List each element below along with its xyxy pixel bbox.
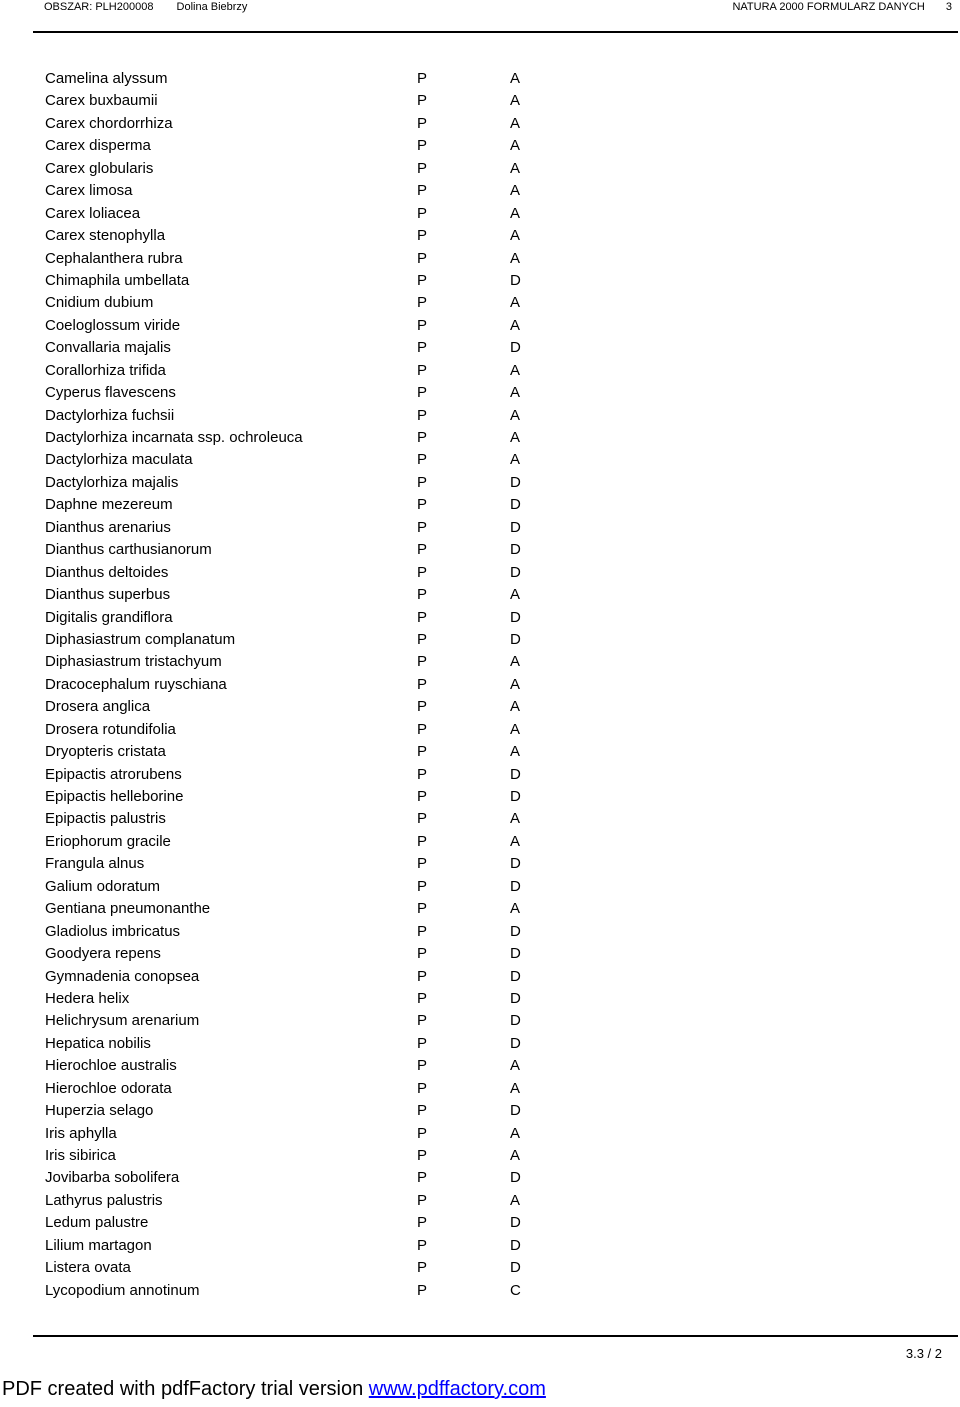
species-row [0, 764, 960, 786]
species-code: D [510, 608, 521, 626]
species-name: Dianthus carthusianorum [45, 541, 212, 559]
species-name: Dactylorhiza fuchsii [45, 406, 175, 424]
species-group: P [417, 159, 428, 177]
species-row [0, 1167, 960, 1189]
species-group: P [417, 1236, 428, 1254]
species-row [0, 337, 960, 359]
species-row [0, 898, 960, 920]
species-row [0, 180, 960, 202]
species-group: P [417, 1169, 428, 1187]
species-row [0, 988, 960, 1010]
species-name: Lilium martagon [45, 1236, 152, 1254]
species-group: P [417, 922, 428, 940]
section-page-number: 3.3 / 2 [905, 1346, 942, 1361]
species-code: D [510, 1214, 521, 1232]
species-name: Carex limosa [45, 182, 133, 200]
species-row [0, 315, 960, 337]
species-name: Gentiana pneumonanthe [45, 900, 211, 918]
species-name: Helichrysum arenarium [45, 1012, 200, 1030]
species-code: D [510, 1259, 521, 1277]
species-name: Dianthus arenarius [45, 518, 171, 536]
species-row [0, 719, 960, 741]
species-code: D [510, 563, 521, 581]
species-code: C [510, 1281, 521, 1299]
species-code: A [510, 316, 521, 334]
species-row [0, 517, 960, 539]
species-code: D [510, 788, 521, 805]
species-name: Jovibarba sobolifera [45, 1169, 180, 1187]
pdf-footer [2, 1378, 546, 1401]
species-group: P [417, 114, 428, 132]
species-name: Carex chordorrhiza [45, 114, 173, 132]
species-row [0, 405, 960, 427]
species-name: Cnidium dubium [45, 294, 154, 312]
species-name: Gymnadenia conopsea [45, 967, 200, 985]
species-row [0, 1055, 960, 1077]
pdffactory-link[interactable]: www.pdffactory.com [368, 1378, 546, 1400]
species-code: D [510, 945, 521, 963]
species-code: D [510, 1034, 521, 1052]
species-row [0, 562, 960, 584]
species-name: Epipactis helleborine [45, 788, 184, 805]
pdf-notice: PDF created with pdfFactory trial version [2, 1378, 369, 1400]
species-code: D [510, 1236, 521, 1254]
species-name: Dactylorhiza incarnata ssp. ochroleuca [45, 429, 303, 446]
species-row [0, 1123, 960, 1145]
species-code: D [510, 989, 521, 1007]
species-code: A [510, 810, 521, 828]
species-row [0, 966, 960, 988]
species-code: A [510, 361, 521, 379]
species-code: A [510, 1057, 521, 1075]
species-group: P [417, 1034, 428, 1052]
header-left [44, 0, 267, 14]
species-group: P [417, 765, 428, 783]
species-group: P [417, 541, 428, 559]
species-code: D [510, 496, 521, 514]
species-code: D [510, 1012, 521, 1030]
species-row [0, 494, 960, 516]
species-name: Carex stenophylla [45, 227, 166, 245]
species-row [0, 629, 960, 651]
species-row [0, 1078, 960, 1100]
species-group: P [417, 1191, 428, 1209]
top-divider [33, 31, 958, 33]
species-row [0, 651, 960, 673]
species-group: P [417, 406, 428, 424]
species-row [0, 808, 960, 830]
species-name: Frangula alnus [45, 855, 145, 873]
species-name: Diphasiastrum tristachyum [45, 653, 222, 671]
species-name: Gladiolus imbricatus [45, 922, 181, 940]
species-group: P [417, 563, 428, 581]
species-name: Epipactis palustris [45, 810, 166, 828]
species-code: A [510, 586, 521, 604]
species-code: A [510, 653, 521, 671]
species-row [0, 449, 960, 471]
species-code: A [510, 1147, 521, 1164]
species-name: Daphne mezereum [45, 496, 173, 514]
species-code: A [510, 832, 521, 850]
form-title: NATURA 2000 FORMULARZ DANYCH [732, 1, 925, 13]
species-group: P [417, 227, 428, 245]
species-code: D [510, 518, 521, 536]
species-group: P [417, 877, 428, 895]
species-group: P [417, 698, 428, 716]
species-name: Hedera helix [45, 989, 130, 1007]
species-row [0, 786, 960, 808]
species-group: P [417, 945, 428, 963]
species-name: Carex globularis [45, 159, 154, 177]
species-group: P [417, 1281, 428, 1299]
species-name: Lathyrus palustris [45, 1191, 163, 1209]
species-code: A [510, 294, 521, 312]
species-row [0, 1280, 960, 1302]
species-row [0, 113, 960, 135]
species-group: P [417, 967, 428, 985]
species-name: Drosera anglica [45, 698, 151, 716]
species-code: A [510, 182, 521, 200]
species-code: A [510, 114, 521, 132]
species-group: P [417, 361, 428, 379]
species-group: P [417, 1214, 428, 1232]
species-code: D [510, 271, 521, 289]
species-name: Carex loliacea [45, 204, 141, 222]
species-row [0, 831, 960, 853]
species-name: Epipactis atrorubens [45, 765, 182, 783]
species-row [0, 248, 960, 270]
species-group: P [417, 1057, 428, 1075]
species-name: Chimaphila umbellata [45, 271, 190, 289]
species-group: P [417, 608, 428, 626]
species-row [0, 674, 960, 696]
page-header [0, 0, 960, 16]
species-name: Corallorhiza trifida [45, 361, 166, 379]
species-group: P [417, 743, 428, 761]
species-group: P [417, 788, 428, 805]
species-group: P [417, 137, 428, 155]
species-name: Hepatica nobilis [45, 1034, 151, 1052]
species-name: Huperzia selago [45, 1102, 154, 1120]
species-code: D [510, 877, 521, 895]
species-name: Carex disperma [45, 137, 151, 155]
species-code: A [510, 204, 521, 222]
species-row [0, 853, 960, 875]
species-row [0, 203, 960, 225]
species-row [0, 382, 960, 404]
species-row [0, 876, 960, 898]
species-name: Convallaria majalis [45, 339, 171, 357]
species-code: D [510, 473, 521, 491]
species-name: Carex buxbaumii [45, 92, 158, 110]
species-group: P [417, 630, 428, 648]
species-code: A [510, 675, 521, 693]
species-group: P [417, 473, 428, 491]
species-code: A [510, 429, 521, 446]
species-group: P [417, 496, 428, 514]
species-name: Ledum palustre [45, 1214, 149, 1232]
species-name: Cephalanthera rubra [45, 249, 183, 267]
species-code: D [510, 922, 521, 940]
species-code: A [510, 249, 521, 267]
species-name: Galium odoratum [45, 877, 161, 895]
species-group: P [417, 182, 428, 200]
species-row [0, 1212, 960, 1234]
species-row [0, 292, 960, 314]
species-code: A [510, 159, 521, 177]
species-name: Eriophorum gracile [45, 832, 171, 850]
species-group: P [417, 900, 428, 918]
header-right [732, 0, 952, 14]
species-code: A [510, 384, 521, 402]
bottom-divider [33, 1335, 958, 1337]
species-code: A [510, 698, 521, 716]
species-code: A [510, 92, 521, 110]
species-row [0, 270, 960, 292]
species-name: Drosera rotundifolia [45, 720, 176, 738]
species-code: D [510, 967, 521, 985]
species-group: P [417, 339, 428, 357]
species-row [0, 696, 960, 718]
species-name: Dactylorhiza maculata [45, 451, 193, 469]
species-group: P [417, 989, 428, 1007]
species-code: A [510, 227, 521, 245]
species-list [0, 68, 960, 1302]
species-group: P [417, 1012, 428, 1030]
species-code: A [510, 720, 521, 738]
species-code: D [510, 339, 521, 357]
site-name: Dolina Biebrzy [176, 1, 248, 13]
species-name: Dianthus deltoides [45, 563, 169, 581]
species-name: Listera ovata [45, 1259, 131, 1277]
species-row [0, 1190, 960, 1212]
species-group: P [417, 1147, 428, 1164]
species-row [0, 472, 960, 494]
species-row [0, 539, 960, 561]
species-code: D [510, 630, 521, 648]
species-group: P [417, 271, 428, 289]
species-code: A [510, 1124, 521, 1142]
species-code: A [510, 137, 521, 155]
species-row [0, 607, 960, 629]
species-row [0, 943, 960, 965]
species-name: Goodyera repens [45, 945, 161, 963]
species-row [0, 1100, 960, 1122]
species-group: P [417, 586, 428, 604]
species-row [0, 225, 960, 247]
species-group: P [417, 518, 428, 536]
species-group: P [417, 249, 428, 267]
species-group: P [417, 832, 428, 850]
species-code: A [510, 451, 521, 469]
species-group: P [417, 70, 428, 87]
species-name: Dryopteris cristata [45, 743, 166, 761]
species-code: A [510, 70, 521, 87]
species-code: A [510, 743, 521, 761]
species-row [0, 1010, 960, 1032]
species-group: P [417, 204, 428, 222]
species-name: Iris sibirica [45, 1147, 116, 1164]
species-row [0, 68, 960, 90]
species-name: Hierochloe odorata [45, 1079, 172, 1097]
species-group: P [417, 451, 428, 469]
species-group: P [417, 1102, 428, 1120]
species-group: P [417, 92, 428, 110]
species-row [0, 360, 960, 382]
species-code: A [510, 900, 521, 918]
species-group: P [417, 429, 428, 446]
species-row [0, 1033, 960, 1055]
species-row [0, 427, 960, 449]
species-group: P [417, 855, 428, 873]
species-group: P [417, 653, 428, 671]
species-code: A [510, 406, 521, 424]
species-name: Dracocephalum ruyschiana [45, 675, 227, 693]
page-number: 3 [945, 1, 952, 13]
species-code: D [510, 1102, 521, 1120]
species-row [0, 1257, 960, 1279]
area-code: OBSZAR: PLH200008 [44, 1, 154, 13]
species-group: P [417, 294, 428, 312]
species-code: D [510, 541, 521, 559]
species-row [0, 921, 960, 943]
species-code: D [510, 855, 521, 873]
species-group: P [417, 1259, 428, 1277]
species-row [0, 584, 960, 606]
species-code: A [510, 1191, 521, 1209]
species-group: P [417, 384, 428, 402]
species-code: D [510, 765, 521, 783]
species-row [0, 741, 960, 763]
species-group: P [417, 1079, 428, 1097]
species-group: P [417, 316, 428, 334]
species-name: Cyperus flavescens [45, 384, 176, 402]
species-name: Hierochloe australis [45, 1057, 177, 1075]
species-group: P [417, 675, 428, 693]
species-name: Digitalis grandiflora [45, 608, 173, 626]
species-group: P [417, 1124, 428, 1142]
species-group: P [417, 810, 428, 828]
species-code: D [510, 1169, 521, 1187]
species-row [0, 90, 960, 112]
species-row [0, 135, 960, 157]
species-name: Dianthus superbus [45, 586, 171, 604]
species-row [0, 1235, 960, 1257]
species-name: Iris aphylla [45, 1124, 117, 1142]
species-code: A [510, 1079, 521, 1097]
species-row [0, 1145, 960, 1167]
species-name: Camelina alyssum [45, 70, 168, 87]
species-row [0, 158, 960, 180]
species-name: Dactylorhiza majalis [45, 473, 179, 491]
species-name: Diphasiastrum complanatum [45, 630, 236, 648]
species-name: Coeloglossum viride [45, 316, 181, 334]
species-name: Lycopodium annotinum [45, 1281, 200, 1299]
species-group: P [417, 720, 428, 738]
